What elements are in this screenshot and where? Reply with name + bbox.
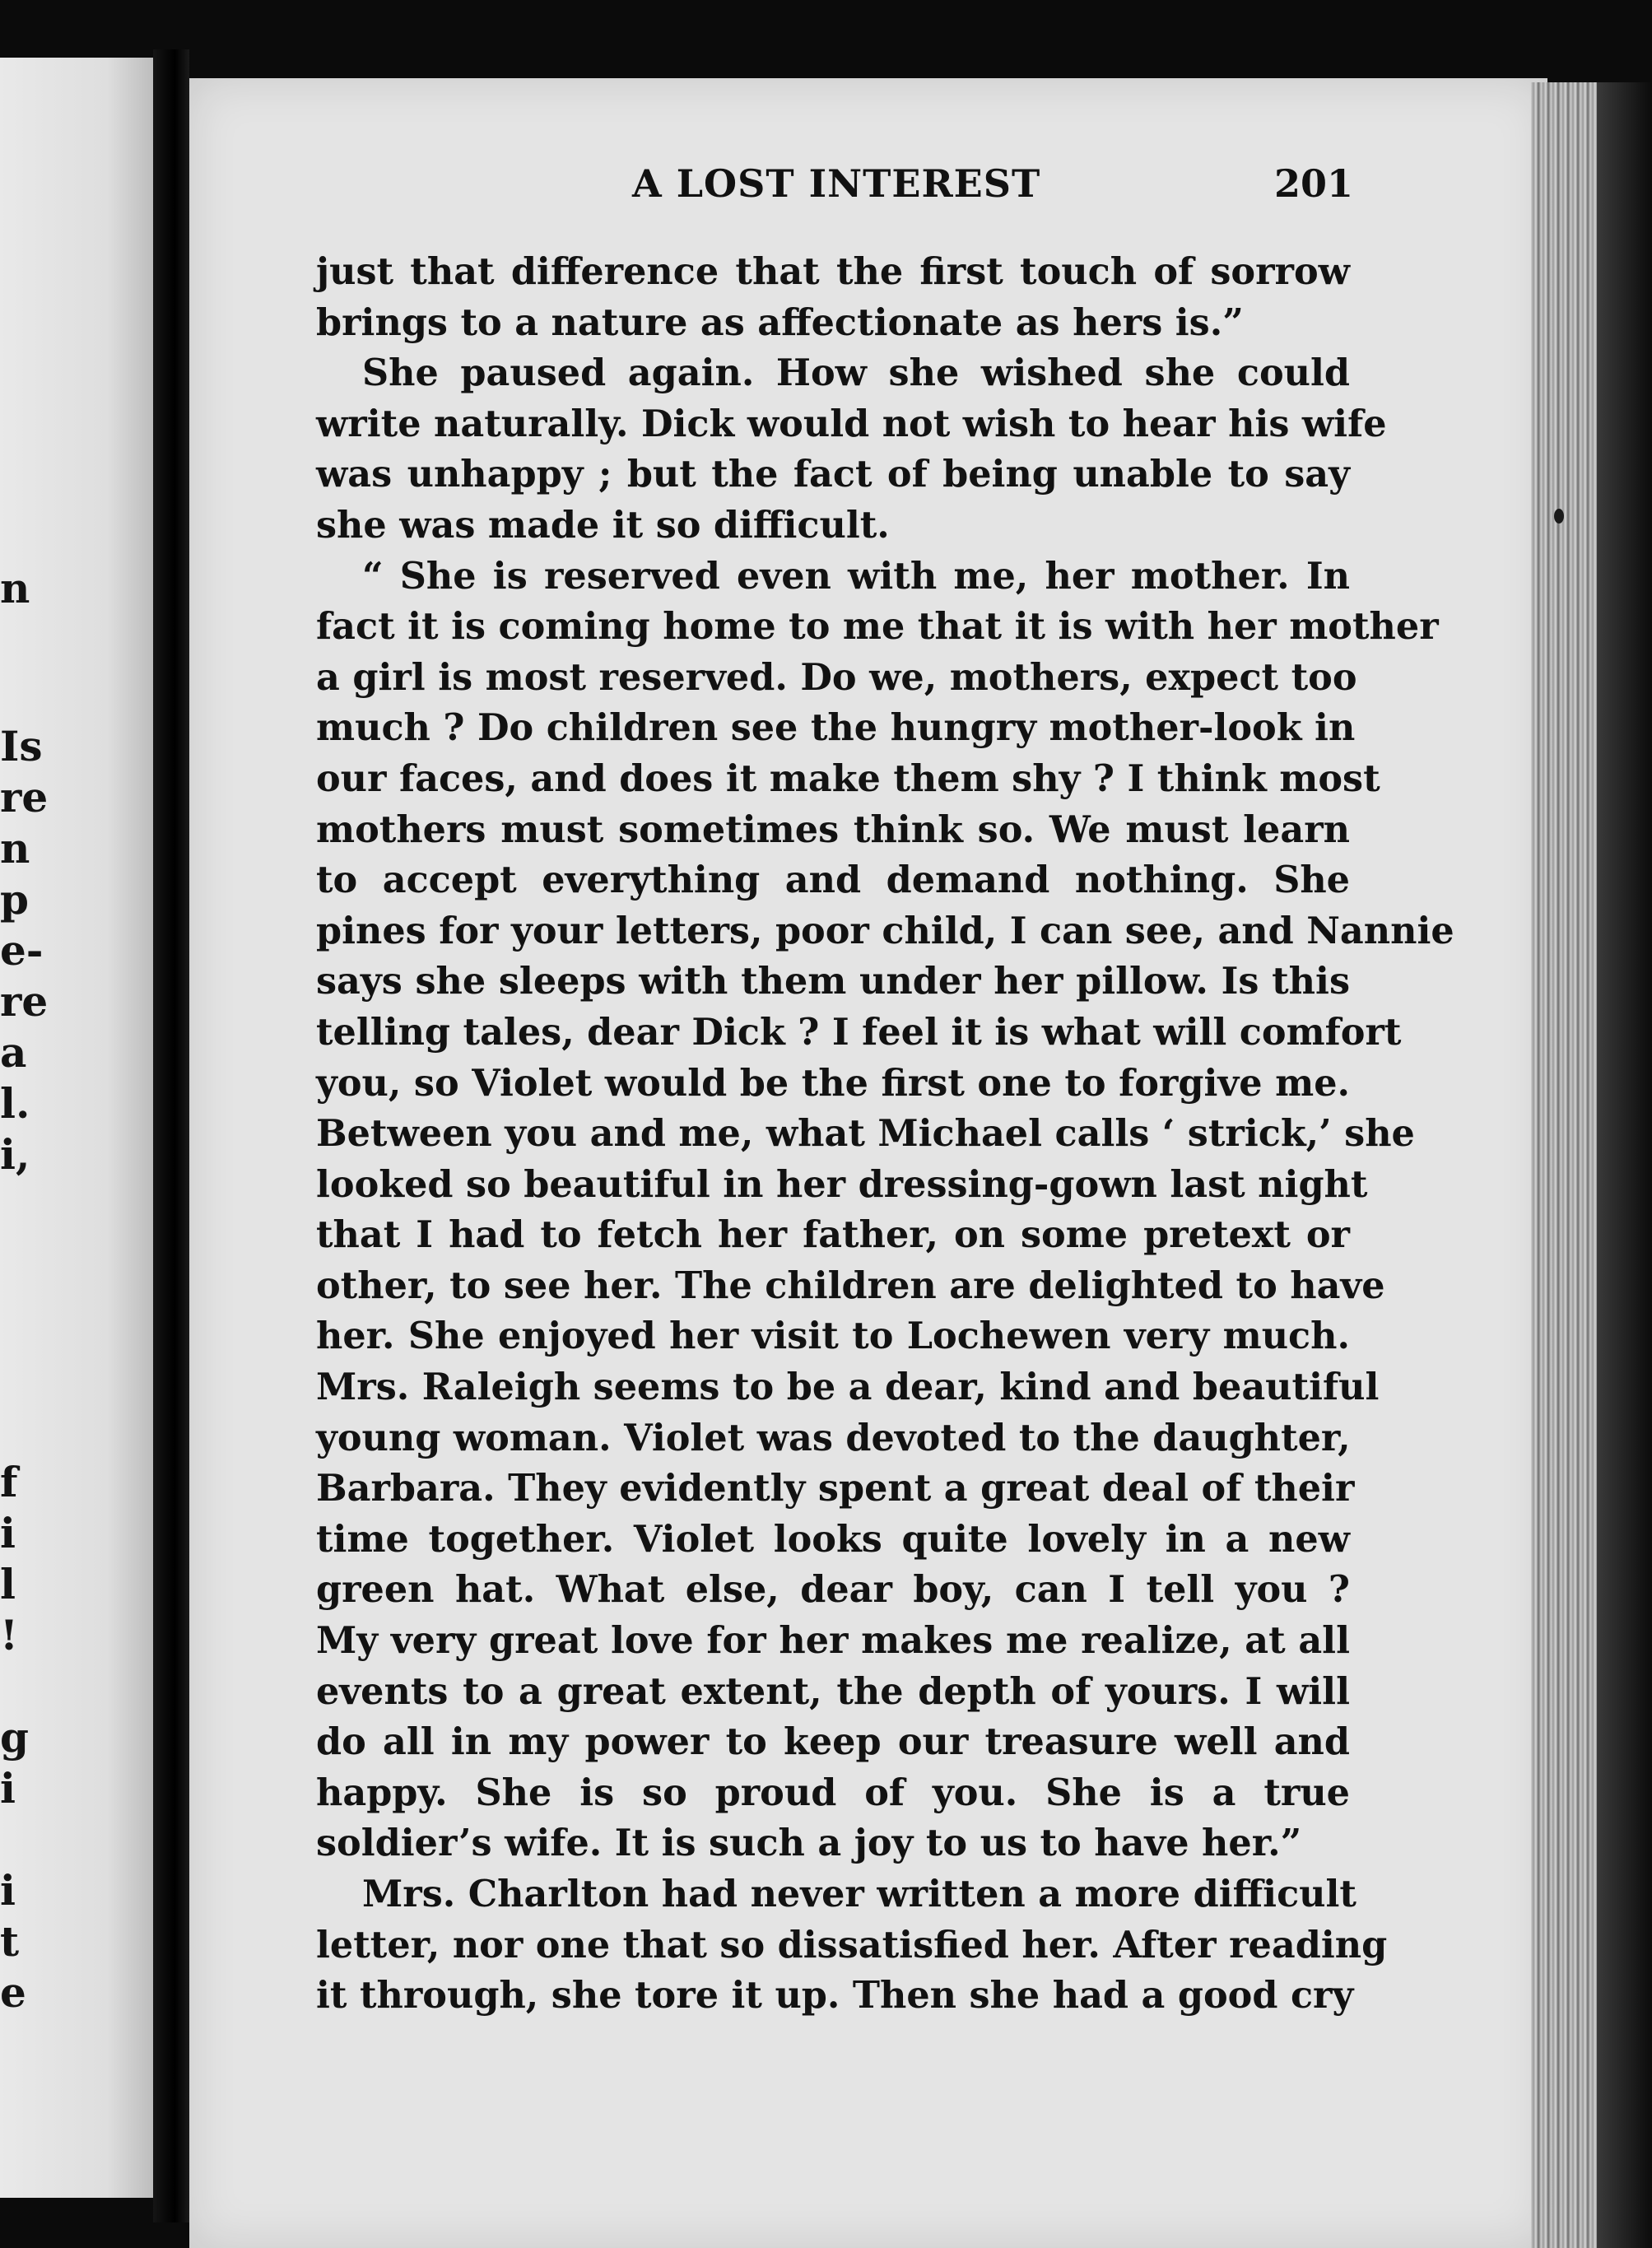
text-line: letter, nor one that so dissatisfied her. After reading: [316, 1923, 1388, 1966]
left-page-fragment: i,: [0, 1130, 30, 1179]
text-line: fact it is coming home to me that it is with her mother: [316, 605, 1439, 649]
text-line: a girl is most reserved. Do we, mothers, expect too: [316, 655, 1357, 699]
text-line: says she sleeps with them under her pillow. Is this: [316, 960, 1350, 1003]
text-line: time together. Violet looks quite lovely in a new: [316, 1517, 1350, 1561]
text-line: mothers must sometimes think so. We must learn: [316, 808, 1350, 851]
text-line: “ She is reserved even with me, her mother. In: [362, 554, 1350, 598]
text-line: she was made it so difficult.: [316, 503, 890, 547]
left-page-fragment: g: [0, 1713, 29, 1762]
text-line: soldier’s wife. It is such a joy to us to have her.”: [316, 1822, 1302, 1865]
left-page-edge: [0, 58, 153, 2198]
text-line: young woman. Violet was devoted to the daughter,: [316, 1416, 1351, 1459]
text-line: Barbara. They evidently spent a great deal of their: [316, 1467, 1355, 1510]
text-line: was unhappy ; but the fact of being unable to say: [316, 453, 1350, 496]
text-line: that I had to fetch her father, on some pretext or: [316, 1213, 1350, 1257]
left-page-fragment: re: [0, 977, 49, 1026]
text-line: Mrs. Raleigh seems to be a dear, kind and beautiful: [316, 1366, 1380, 1409]
left-page-fragment: e-: [0, 926, 44, 975]
book-cover-edge: [1597, 82, 1652, 2248]
page-number: 201: [1273, 161, 1353, 206]
book-gutter: [153, 49, 189, 2222]
text-line: her. She enjoyed her visit to Lochewen very much.: [316, 1315, 1350, 1358]
left-page-fragment: e: [0, 1968, 26, 2017]
left-page-fragment: i: [0, 1764, 16, 1813]
text-line: it through, she tore it up. Then she had a good cry: [316, 1974, 1354, 2018]
text-line: happy. She is so proud of you. She is a true: [316, 1771, 1350, 1814]
left-page-fragment: l.: [0, 1079, 30, 1128]
body-text: [316, 247, 1454, 2022]
left-page-fragment: Is: [0, 722, 43, 770]
text-line: just that difference that the first touch of sorrow: [316, 250, 1350, 293]
text-line: green hat. What else, dear boy, can I tell you ?: [316, 1568, 1350, 1612]
left-page-fragment: t: [0, 1917, 20, 1966]
text-line: other, to see her. The children are delighted to have: [316, 1264, 1385, 1307]
left-page-fragment: l: [0, 1560, 16, 1608]
text-line: My very great love for her makes me realize, at all: [316, 1619, 1350, 1663]
text-line: much ? Do children see the hungry mother-look in: [316, 706, 1356, 750]
left-page-fragment: i: [0, 1509, 16, 1557]
text-line: Between you and me, what Michael calls ‘ strick,’ she: [316, 1112, 1415, 1156]
text-line: looked so beautiful in her dressing-gown last night: [316, 1162, 1368, 1206]
left-page-fragment: a: [0, 1028, 27, 1077]
text-line: write naturally. Dick would not wish to hear his wife: [316, 402, 1387, 445]
left-page-fragment: p: [0, 875, 29, 924]
text-line: brings to a nature as affectionate as hers is.”: [316, 300, 1244, 344]
text-line: to accept everything and demand nothing. She: [316, 859, 1350, 902]
left-page-fragment: n: [0, 564, 30, 612]
left-page-fragment: f: [0, 1458, 18, 1506]
page-header: [316, 161, 1353, 211]
left-page-fragment: re: [0, 773, 49, 821]
text-line: pines for your letters, poor child, I can see, and Nannie: [316, 909, 1454, 952]
text-line: She paused again. How she wished she could: [362, 351, 1350, 395]
text-line: events to a great extent, the depth of yours. I will: [316, 1669, 1350, 1713]
text-line: our faces, and does it make them shy ? I think most: [316, 756, 1380, 800]
text-line: Mrs. Charlton had never written a more difficult: [362, 1873, 1357, 1915]
running-title: A LOST INTEREST: [632, 161, 1041, 206]
text-line: do all in my power to keep our treasure well and: [316, 1720, 1350, 1764]
ink-speck: [1554, 509, 1564, 524]
text-line: you, so Violet would be the first one to forgive me.: [316, 1061, 1350, 1105]
left-page-fragment: i: [0, 1866, 16, 1915]
left-page-fragment: n: [0, 824, 30, 873]
left-page-fragment: !: [0, 1611, 18, 1659]
text-line: telling tales, dear Dick ? I feel it is what will comfort: [316, 1010, 1402, 1054]
